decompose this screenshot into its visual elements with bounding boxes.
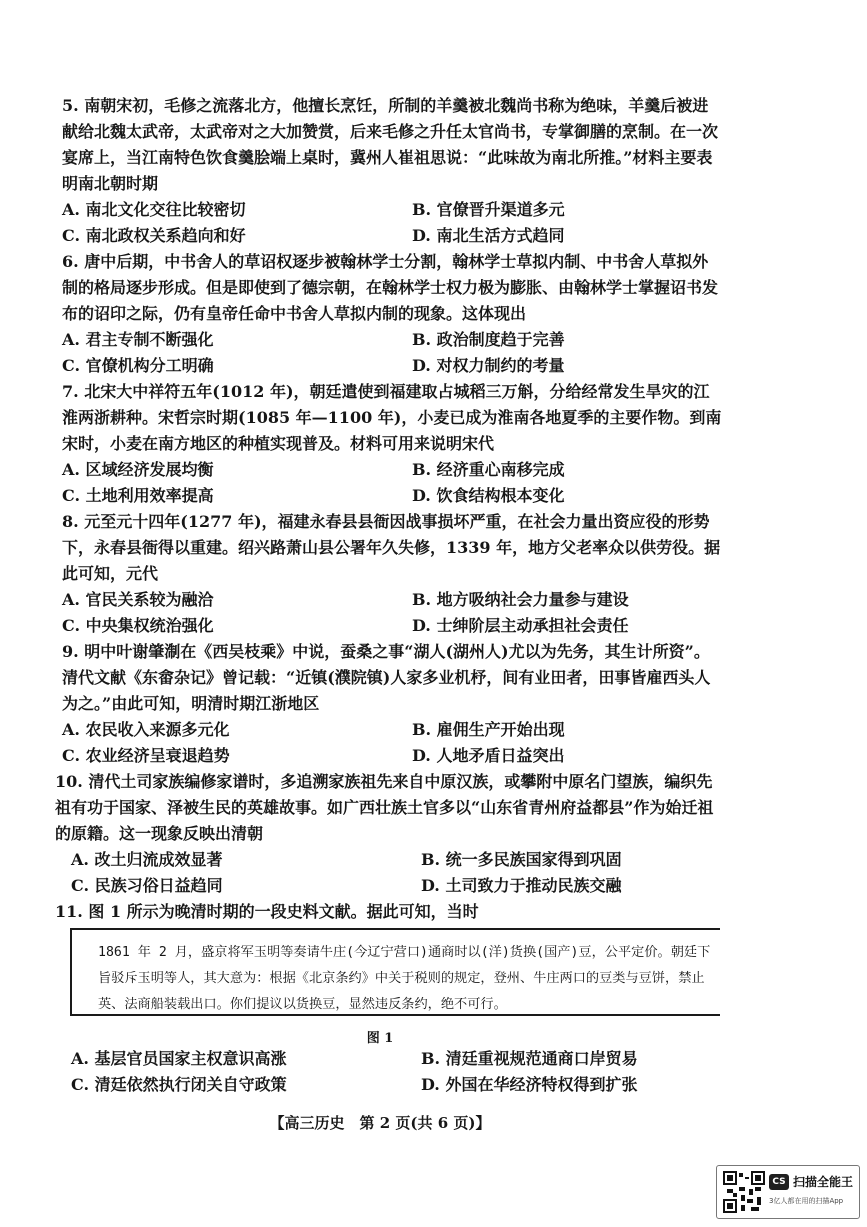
scanner-watermark [716,1165,860,1219]
qr-code-icon [723,1171,765,1213]
question-10 [55,769,715,899]
options [62,197,722,249]
option-d: D. 士绅阶层主动承担社会责任 [412,616,629,635]
option-b: B. 雇佣生产开始出现 [412,720,565,739]
option-b: B. 地方吸纳社会力量参与建设 [412,590,629,609]
question-stem: 8. 元至元十四年(1277 年)，福建永春县县衙因战事损坏严重，在社会力量出资应役的形势下，永春县衙得以重建。绍兴路萧山县公署年久失修，1339 年，地方父老率众以供劳役。据此可知，元代 [62,512,721,583]
option-b: B. 经济重心南移完成 [412,460,565,479]
question-5 [62,93,722,249]
figure-1-document [70,928,720,1016]
option-c: C. 民族习俗日益趋同 [71,876,223,895]
figure-1-text: 1861 年 2 月，盛京将军玉明等奏请牛庄(今辽宁营口)通商时以(洋)货换(国产)豆，公平定价。朝廷下旨驳斥玉明等人，其大意为：根据《北京条约》中关于税则的规定，登州、牛庄两口的豆类与豆饼，禁止英、法商船装载出口。你们提议以货换豆，显然违反条约，绝不可行。 [98,945,711,1012]
options [62,457,722,509]
question-stem: 5. 南朝宋初，毛修之流落北方，他擅长烹饪，所制的羊羹被北魏尚书称为绝味，羊羹后被进献给北魏太武帝，太武帝对之大加赞赏，后来毛修之升任太官尚书，专掌御膳的烹制。在一次宴席上，当江南特色饮食羹脍端上桌时，冀州人崔祖思说：“此味故为南北所推。”材料主要表明南北朝时期 [62,96,719,193]
figure-caption: 图 1 [366,1031,394,1046]
option-a: A. 区域经济发展均衡 [62,460,214,479]
scanner-logo-icon: CS [769,1174,789,1190]
option-c: C. 中央集权统治强化 [62,616,214,635]
option-c: C. 清廷依然执行闭关自守政策 [71,1075,287,1094]
options [62,587,722,639]
option-b: B. 官僚晋升渠道多元 [412,200,565,219]
option-d: D. 外国在华经济特权得到扩张 [421,1075,638,1094]
question-stem: 7. 北宋大中祥符五年(1012 年)，朝廷遣使到福建取占城稻三万斛，分给经常发生旱灾的江淮两浙耕种。宋哲宗时期(1085 年—1100 年)，小麦已成为淮南各地夏季的主要作物。到南宋时，小麦在南方地区的种植实现普及。材料可用来说明宋代 [62,382,722,453]
options [62,717,722,769]
question-6 [62,249,722,379]
question-11 [55,899,715,925]
option-d: D. 对权力制约的考量 [412,356,565,375]
question-stem: 10. 清代土司家族编修家谱时，多追溯家族祖先来自中原汉族，或攀附中原名门望族，编织先祖有功于国家、泽被生民的英雄故事。如广西壮族土官多以“山东省青州府益都县”作为始迁祖的原籍。这一现象反映出清朝 [55,772,714,843]
option-d: D. 人地矛盾日益突出 [412,746,565,765]
option-d: D. 土司致力于推动民族交融 [421,876,622,895]
option-a: A. 官民关系较为融洽 [62,590,214,609]
question-8 [62,509,722,639]
option-a: A. 君主专制不断强化 [62,330,214,349]
option-b: B. 政治制度趋于完善 [412,330,565,349]
option-a: A. 农民收入来源多元化 [62,720,230,739]
options [55,847,715,899]
option-c: C. 官僚机构分工明确 [62,356,214,375]
question-11-options [71,1046,731,1098]
option-d: D. 南北生活方式趋同 [412,226,565,245]
page-footer: 【高三历史 第 2 页(共 6 页)】 [269,1114,491,1132]
scanner-subtitle: 3亿人都在用的扫描App [769,1197,844,1205]
option-d: D. 饮食结构根本变化 [412,486,565,505]
option-a: A. 改土归流成效显著 [71,850,223,869]
option-c: C. 土地利用效率提高 [62,486,214,505]
option-b: B. 统一多民族国家得到巩固 [421,850,622,869]
question-stem: 6. 唐中后期，中书舍人的草诏权逐步被翰林学士分割，翰林学士草拟内制、中书舍人草拟外制的格局逐步形成。但是即使到了德宗朝，在翰林学士权力极为膨胀、由翰林学士掌握诏书发布的诏印之际，仍有皇帝任命中书舍人草拟内制的现象。这体现出 [62,252,719,323]
option-c: C. 农业经济呈衰退趋势 [62,746,230,765]
question-stem: 11. 图 1 所示为晚清时期的一段史料文献。据此可知，当时 [55,902,479,921]
question-9 [62,639,722,769]
question-7 [62,379,722,509]
question-stem: 9. 明中叶谢肇淛在《西吴枝乘》中说，蚕桑之事“湖人(湖州人)尤以为先务，其生计所资”。清代文献《东畲杂记》曾记载：“近镇(濮院镇)人家多业机杼，间有业田者，田事皆雇西头人为之。”由此可知，明清时期江浙地区 [62,642,711,713]
option-b: B. 清廷重视规范通商口岸贸易 [421,1049,638,1068]
option-c: C. 南北政权关系趋向和好 [62,226,246,245]
options [62,327,722,379]
scanner-title: 扫描全能王 [793,1175,854,1189]
option-a: A. 南北文化交往比较密切 [62,200,246,219]
option-a: A. 基层官员国家主权意识高涨 [71,1049,287,1068]
